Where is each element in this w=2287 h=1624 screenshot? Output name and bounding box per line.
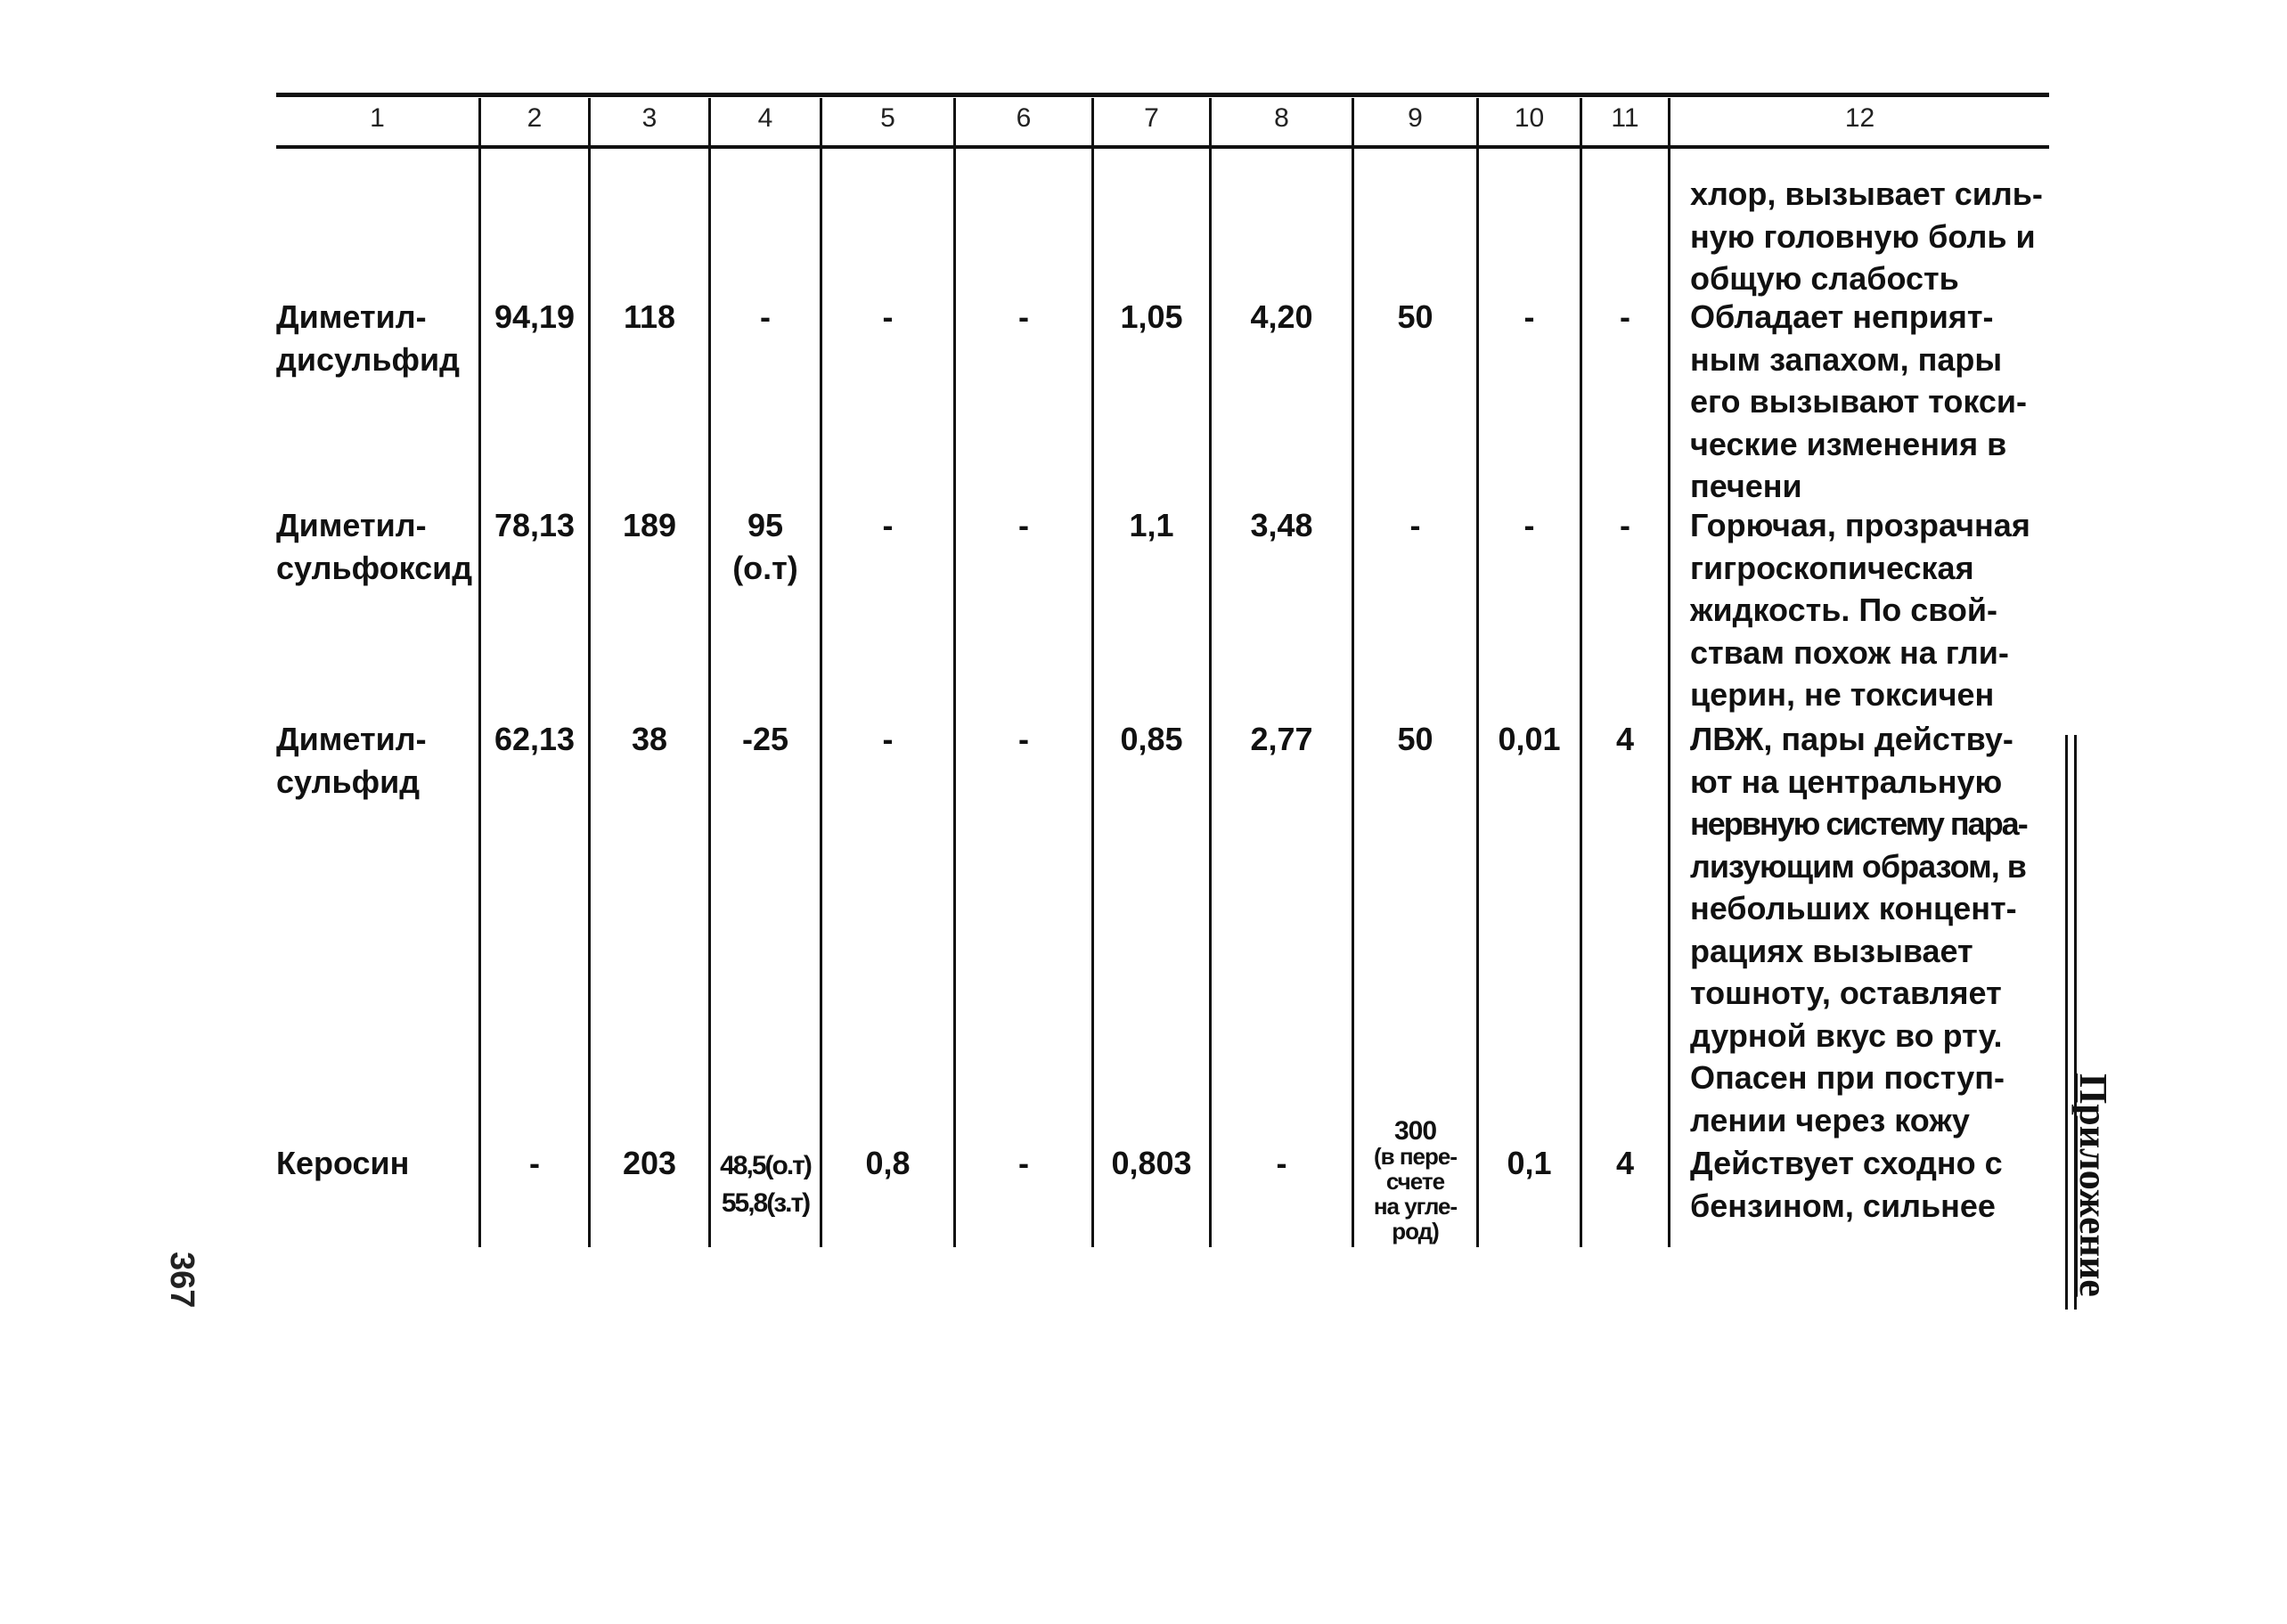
hazard-class: - [1620,507,1630,543]
description-line: Действует сходно с [1690,1145,2003,1181]
col5-value: - [882,298,894,335]
boiling-point: 38 [631,721,668,757]
appendix-label: Приложение [2071,1073,2115,1297]
boiling-point: 203 [622,1145,677,1181]
value-line: 55,8(з.т) [721,1188,810,1218]
molar-mass: 94,19 [494,298,576,335]
description-line: бензином, сильнее [1690,1187,1996,1224]
substance-description [1690,1142,2046,1227]
description-line: гигроскопическая [1690,549,1974,586]
name-line: Диметил- [276,298,427,335]
value-line: 48,5(о.т) [720,1151,811,1180]
column-header: 8 [1274,103,1289,133]
substance-name [276,718,427,804]
value-line: 50 [1397,721,1433,757]
col10-value: 0,1 [1507,1145,1552,1181]
column-header: 5 [880,103,895,133]
description-line: печени [1690,468,1802,504]
description-line: Горючая, прозрачная [1690,507,2030,543]
description-line: общую слабость [1690,260,1959,297]
column-divider [1580,98,1582,1247]
column-header: 9 [1408,103,1423,133]
description-line: церин, не токсичен [1690,676,1995,713]
column-divider [1476,98,1479,1247]
value-line: 95 [747,507,784,543]
mac-value [1354,1116,1476,1245]
density: 0,85 [1120,721,1183,757]
description-line: его вызывают токси- [1690,383,2028,420]
name-line: Диметил- [276,507,427,543]
col10-value: - [1523,507,1535,543]
column-header: 3 [641,103,658,133]
column-header: 11 [1611,103,1639,133]
column-divider [1668,98,1670,1247]
value-line: -25 [741,721,789,757]
column-header: 1 [370,103,385,133]
col6-value: - [1018,507,1029,543]
description-line: ным запахом, пары [1690,340,2003,378]
col5-value: - [882,721,894,757]
col6-value: - [1018,721,1029,757]
value-line: 50 [1397,298,1433,335]
name-line: Диметил- [276,721,427,757]
col10-value: 0,01 [1498,721,1561,757]
flash-point [711,504,820,590]
description-line: небольших концент- [1690,890,2017,926]
header-bottom-rule [276,145,2049,149]
column-header: 12 [1844,103,1875,133]
vapor-density: 4,20 [1250,298,1313,335]
molar-mass: 62,13 [494,721,576,757]
column-header: 2 [527,103,543,133]
hazard-class: - [1620,298,1630,335]
page-number: 367 [163,1252,200,1309]
description-line: ют на центральную [1690,763,2003,800]
boiling-point: 189 [622,507,677,543]
column-header: 10 [1514,103,1545,133]
col6-value: - [1018,298,1029,335]
mac-value [1354,296,1476,339]
col10-value: - [1523,298,1535,335]
col6-value: - [1018,1145,1029,1181]
value-line: - [1409,507,1421,543]
substance-name [276,1142,409,1185]
substance-description [1690,718,2046,1141]
substance-description [1690,296,2046,508]
vapor-density: - [1276,1145,1287,1181]
description-line: Опасен при поступ- [1690,1059,2005,1096]
description-line: рациях вызывает [1690,932,1973,969]
boiling-point: 118 [623,298,676,335]
name-line: дисульфид [276,341,461,378]
substance-name [276,504,472,590]
description-line: ную головную боль и [1690,217,2036,255]
substance-name [276,296,460,381]
flash-point [711,296,820,339]
column-divider [820,98,822,1247]
column-divider [478,98,481,1247]
column-divider [1352,98,1354,1247]
density: 1,1 [1129,507,1174,543]
value-line: на угле- [1373,1193,1458,1220]
value-line: (о.т) [732,550,798,586]
vapor-density: 2,77 [1250,721,1313,757]
value-line: 300 [1393,1116,1437,1146]
density: 0,803 [1111,1145,1192,1181]
column-divider [588,98,591,1247]
flash-point [711,1147,820,1222]
hazard-class: 4 [1615,1145,1635,1181]
value-line: - [760,298,771,335]
description-line: жидкость. По свой- [1690,592,1998,628]
description-line: нервную систему пара- [1690,805,2027,842]
column-header: 7 [1144,103,1159,133]
description-line: дурной вкус во рту. [1690,1016,2003,1054]
vapor-density: 3,48 [1250,507,1313,543]
description-line: хлор, вызывает силь- [1690,175,2043,212]
description-line: лизующим образом, в [1690,847,2026,885]
value-line: (в пере- [1373,1143,1458,1170]
description-line: Обладает неприят- [1690,298,1994,335]
mac-value [1354,718,1476,761]
molar-mass: - [529,1145,540,1181]
column-divider [953,98,956,1247]
description-line: ЛВЖ, пары действу- [1690,721,2013,757]
molar-mass: 78,13 [494,507,576,543]
column-divider [1209,98,1212,1247]
column-header: 4 [757,103,773,133]
name-line: сульфоксид [276,550,473,586]
table-top-rule [276,93,2049,97]
col5-value: 0,8 [865,1145,911,1181]
flash-point [711,718,820,761]
column-header: 6 [1016,103,1032,133]
appendix-side-rule [2065,735,2068,1310]
hazard-class: 4 [1615,721,1635,757]
column-divider [708,98,711,1247]
value-line: род) [1392,1218,1439,1245]
col5-value: - [882,507,894,543]
description-line: ствам похож на гли- [1690,633,2009,671]
density: 1,05 [1120,298,1183,335]
name-line: сульфид [276,763,421,800]
description-line: лении через кожу [1690,1101,1970,1138]
mac-value [1354,504,1476,547]
description-line: тошноту, оставляет [1690,975,2002,1011]
description-line: ческие изменения в [1690,425,2007,462]
continued-description [1690,173,2046,300]
name-line: Керосин [276,1145,410,1181]
substance-description [1690,504,2046,716]
column-divider [1091,98,1094,1247]
value-line: счете [1385,1168,1445,1195]
